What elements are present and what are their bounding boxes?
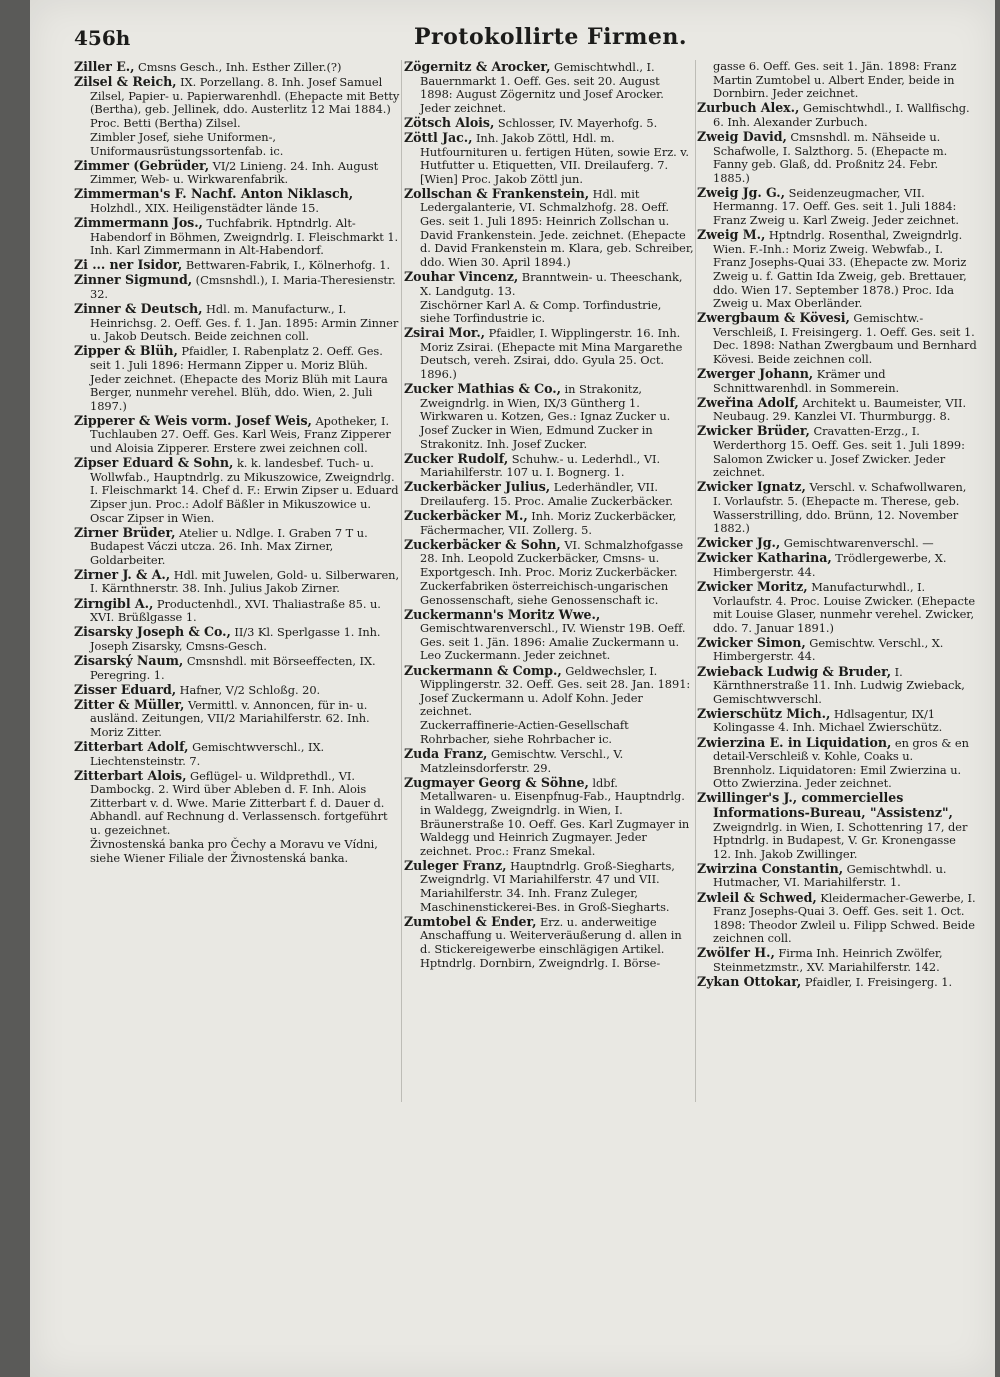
directory-entry [404, 776, 694, 859]
firm-name: Zouhar Vincenz, [404, 268, 519, 284]
directory-entry [697, 791, 977, 861]
firm-details: Schuhw.- u. Lederhdl., VI. Mariahilferstr. 107 u. I. Bognerg. 1. [420, 451, 661, 480]
firm-name: Zwicker Katharina, [697, 550, 832, 566]
firm-name: Zurbuch Alex., [697, 100, 800, 116]
firm-details: Hdl. mit Juwelen, Gold- u. Silberwaren, I. Kärnthnerstr. 38. Inh. Julius Jakob Zirner. [90, 567, 400, 596]
firm-name: Zitterbart Adolf, [74, 739, 189, 754]
directory-entry [404, 270, 694, 298]
directory-entry [74, 216, 400, 258]
directory-entry [697, 636, 977, 664]
firm-details: Vermittl. v. Annoncen, für in- u. ausländ. Zeitungen, VII/2 Mariahilferstr. 62. Inh. Moriz Zitter. [90, 697, 370, 739]
firm-name: Zisser Eduard, [74, 681, 177, 697]
directory-entry [74, 769, 400, 838]
firm-details: Zischörner Karl A. & Comp. Torfindustrie, siehe Torfindustrie ic. [420, 297, 662, 326]
directory-entry [697, 862, 977, 890]
directory-entry [74, 414, 400, 456]
directory-entry [74, 131, 400, 158]
firm-name: Zsirai Mor., [404, 325, 486, 341]
firm-details: Trödlergewerbe, X. Himbergerstr. 44. [713, 551, 947, 579]
firm-details: Seidenzeugmacher, VII. Hermanng. 17. Oeff. Ges. seit 1. Juli 1884: Franz Zweig u. Karl Zweig. Jeder zeichnet. [713, 185, 959, 228]
firm-name: Zuckerbäcker M., [404, 508, 528, 523]
directory-entry [74, 159, 400, 187]
firm-details: Kleidermacher-Gewerbe, I. Franz Josephs-Quai 3. Oeff. Ges. seit 1. Oct. 1898: Theodor Zwleil u. Filipp Schwed. Beide zeichnen coll. [713, 890, 976, 946]
firm-details: Manufacturwhdl., I. Vorlaufstr. 4. Proc. Louise Zwicker. (Ehepacte mit Louise Glaser, nunmehr verehel. Zwicker, ddo. 7. Januar 1891.) [713, 579, 976, 635]
directory-column-3 [697, 60, 977, 990]
firm-name: Zuckerbäcker & Sohn, [404, 536, 561, 552]
firm-details: Lederhändler, VII. Dreilauferg. 15. Proc. Amalie Zuckerbäcker. [420, 480, 673, 508]
firm-details: Cmsns Gesch., Inh. Esther Ziller.(?) [138, 60, 342, 74]
firm-name: Zuckermann & Comp., [404, 662, 562, 678]
directory-entry [404, 326, 694, 381]
firm-name: Zirner J. & A., [74, 566, 171, 582]
firm-name: Zötsch Alois, [404, 114, 495, 130]
firm-details: Zuckerraffinerie-Actien-Gesellschaft Rohrbacher, siehe Rohrbacher ic. [420, 718, 629, 746]
directory-entry [404, 719, 694, 746]
firm-name: Zirngibl A., [74, 595, 154, 611]
firm-name: Zwicker Moritz, [697, 578, 808, 594]
firm-name: Ziller E., [74, 59, 135, 74]
firm-details: Erz. u. anderweitige Anschaffung u. Weiterveräußerung d. allen in d. Stickereigewerbe einschlägigen Artikel. Hptndrlg. Dornbirn, Zweigndrlg. I. Börse- [420, 914, 682, 970]
firm-name: Zuleger Franz, [404, 857, 507, 873]
directory-entry [697, 891, 977, 946]
directory-entry [404, 538, 694, 580]
firm-details: Apotheker, I. Tuchlauben 27. Oeff. Ges. Karl Weis, Franz Zipperer und Aloisia Zipperer. Erstere zwei zeichnen coll. [90, 413, 391, 456]
directory-entry [697, 480, 977, 535]
firm-name: Zisarsky Joseph & Co., [74, 624, 231, 640]
firm-details: Zweigndrlg. in Wien, I. Schottenring 17, der Hptndrlg. in Budapest, V. Gr. Kronengasse 12. Inh. Jakob Zwillinger. [713, 819, 968, 861]
firm-details: Hafner, V/2 Schloßg. 20. [179, 682, 321, 697]
firm-details: Architekt u. Baumeister, VII. Neubaug. 29. Kanzlei VI. Thurmburgg. 8. [713, 395, 967, 424]
firm-name: Zilsel & Reich, [74, 74, 177, 90]
firm-name: Zirner Brüder, [74, 524, 176, 540]
firm-details: Hdl. mit Ledergalanterie, VI. Schmalzhofg. 28. Oeff. Ges. seit 1. Juli 1895: Heinrich Zollschan u. David Frankenstein. Jede. zeichnet. (Ehepacte d. David Frankenstein m. Klara, geb. Schreiber, ddo. Wien 30. April 1894.) [420, 186, 694, 269]
firm-name: Zisarský Naum, [74, 652, 184, 668]
directory-column-2 [404, 60, 694, 971]
column-divider [401, 60, 402, 1102]
firm-name: Zollschan & Frankenstein, [404, 185, 590, 201]
column-divider [695, 60, 696, 1102]
directory-entry [74, 838, 400, 865]
firm-details: Geflügel- u. Wildprethdl., VI. Dambockg. 2. Wird über Ableben d. F. Inh. Alois Zitterbart v. d. Wwe. Marie Zitterbart f. d. Dauer d. Abhandl. auf Rechnung d. Verlassensch. fortgeführt u. gezeichnet. [90, 768, 388, 838]
firm-details: ldbf. Metallwaren- u. Eisenpfnug-Fab., Hauptndrlg. in Waldegg, Zweigndrlg. in Wien, I. Bräunerstraße 10. Oeff. Ges. Karl Zugmayer in Waldegg und Heinrich Zugmayer. Jeder zeichnet. Proc.: Franz Smekal. [420, 775, 690, 858]
firm-details: Gemischtwarenverschl. — [783, 536, 934, 551]
directory-column-1 [74, 60, 400, 866]
directory-entry [697, 551, 977, 579]
firm-details: Gemischtwhdl. u. Hutmacher, VI. Mariahilferstr. 1. [713, 861, 947, 890]
directory-entry [74, 187, 400, 215]
firm-details: Bettwaren-Fabrik, I., Kölnerhofg. 1. [185, 258, 391, 273]
firm-name: Zwierzina E. in Liquidation, [697, 734, 892, 750]
directory-entry [74, 698, 400, 740]
firm-name: Zumtobel & Ender, [404, 913, 537, 929]
firm-name: Zwicker Brüder, [697, 423, 810, 439]
firm-details: Geldwechsler, I. Wipplingerstr. 32. Oeff. Ges. seit 28. Jan. 1891: Josef Zuckermann u. Adolf Kohn. Jeder zeichnet. [420, 663, 691, 719]
firm-name: Zwierschütz Mich., [697, 705, 831, 721]
directory-entry [697, 424, 977, 479]
firm-name: Zimmer (Gebrüder, [74, 157, 210, 173]
directory-entry [404, 480, 694, 508]
firm-details: en gros & en detail-Verschleiß v. Kohle, Coaks u. Brennholz. Liquidatoren: Emil Zwierzina u. Otto Zwierzina. Jeder zeichnet. [713, 735, 969, 791]
firm-name: Zimmerman's F. Nachf. Anton Niklasch, [74, 186, 354, 202]
firm-details: II/3 Kl. Sperlgasse 1. Inh. Joseph Zisarsky, Cmsns-Gesch. [90, 625, 381, 653]
firm-details: Inh. Moriz Zuckerbäcker, Fächermacher, VII. Zollerg. 5. [420, 509, 677, 537]
firm-name: Zipper & Blüh, [74, 343, 178, 359]
directory-entry [404, 299, 694, 326]
directory-entry [404, 608, 694, 663]
directory-entry [697, 736, 977, 791]
firm-details: Pfaidler, I. Freisingerg. 1. [804, 975, 953, 990]
firm-details: Gemischtw. Verschl., V. Matzleinsdorferstr. 29. [420, 747, 624, 775]
firm-details: Hauptndrlg. Groß-Siegharts, Zweigndrlg. VI Mariahilferstr. 47 und VII. Mariahilferstr. 34. Inh. Franz Zuleger, Maschinenstickerei-Bes. in Groß-Siegharts. [420, 858, 675, 914]
directory-entry [697, 975, 977, 990]
firm-name: Zinner Sigmund, [74, 272, 193, 288]
firm-name: Zitterbart Alois, [74, 767, 187, 783]
firm-name: Zykan Ottokar, [697, 974, 802, 990]
firm-details: Firma Inh. Heinrich Zwölfer, Steinmetzmstr., XV. Mariahilferstr. 142. [713, 946, 943, 974]
directory-entry [404, 382, 694, 451]
firm-details: Tuchfabrik. Hptndrlg. Alt-Habendorf in Böhmen, Zweigndrlg. I. Fleischmarkt 1. Inh. Karl Zimmermann in Alt-Habendorf. [90, 216, 399, 258]
firm-name: Zweig Jg. G., [697, 184, 785, 200]
firm-name: Zuckermann's Moritz Wwe., [404, 606, 601, 622]
firm-name: Zucker Mathias & Co., [404, 381, 561, 397]
firm-details: in Strakonitz, Zweigndrlg. in Wien, IX/3 Güntherg 1. Wirkwaren u. Kotzen, Ges.: Ignaz Zucker u. Josef Zucker in Wien, Edmund Zucker in Strakonitz. Inh. Josef Zucker. [420, 382, 671, 451]
firm-details: Gemischtwhdl., I. Wallfischg. 6. Inh. Alexander Zurbuch. [713, 101, 970, 129]
firm-details: Gemischtwarenverschl., IV. Wienstr 19B. Oeff. Ges. seit 1. Jän. 1896: Amalie Zuckermann u. Leo Zuckermann. Jeder zeichnet. [420, 621, 686, 663]
firm-name: Zwicker Simon, [697, 634, 806, 650]
firm-details: I. Kärnthnerstraße 11. Inh. Ludwig Zwieback, Gemischtwverschl. [713, 664, 965, 706]
firm-details: Gemischtw.-Verschleiß, I. Freisingerg. 1. Oeff. Ges. seit 1. Dec. 1898: Nathan Zwergbaum und Bernhard Kövesi. Beide zeichnen coll. [713, 311, 977, 366]
firm-name: Zögernitz & Arocker, [404, 59, 551, 74]
directory-entry [404, 747, 694, 775]
page-number: 456h [74, 26, 131, 50]
firm-name: Zweig David, [697, 128, 787, 144]
directory-entry [74, 258, 400, 273]
directory-entry [697, 946, 977, 974]
directory-entry [404, 452, 694, 480]
directory-entry [74, 597, 400, 625]
firm-details: Pfaidler, I. Wipplingerstr. 16. Inh. Moriz Zsirai. (Ehepacte mit Mina Margarethe Deutsch, vereh. Zsirai, ddo. Gyula 25. Oct. 1896.) [420, 326, 683, 382]
firm-details: Pfaidler, I. Rabenplatz 2. Oeff. Ges. seit 1. Juli 1896: Hermann Zipper u. Moriz Blüh. Jeder zeichnet. (Ehepacte des Moriz Blüh mit Laura Berger, nunmehr verehel. Blüh, ddo. Wien, 2. Juli 1897.) [90, 344, 388, 413]
directory-entry [74, 526, 400, 568]
firm-details: Hdlsagentur, IX/1 Kolingasse 4. Inh. Michael Zwierschütz. [713, 706, 943, 735]
firm-name: Zwleil & Schwed, [697, 889, 817, 905]
firm-details: Schlosser, IV. Mayerhofg. 5. [497, 115, 658, 130]
firm-details: gasse 6. Oeff. Ges. seit 1. Jän. 1898: Franz Martin Zumtobel u. Albert Ender, beide in Dornbirn. Jeder zeichnet. [713, 59, 957, 101]
firm-name: Zipser Eduard & Sohn, [74, 455, 234, 471]
directory-entry [697, 186, 977, 228]
firm-name: Zweřina Adolf, [697, 394, 799, 410]
page-header [74, 24, 974, 54]
firm-details: VI/2 Linieng. 24. Inh. August Zimmer, Web- u. Wirkwarenfabrik. [90, 158, 379, 187]
firm-details: Živnostenská banka pro Čechy a Moravu ve Vídni, siehe Wiener Filiale der Živnostenská banka. [90, 837, 378, 865]
directory-entry [404, 580, 694, 607]
firm-name: Zuda Franz, [404, 746, 488, 762]
firm-details: Cravatten-Erzg., I. Werderthorg 15. Oeff. Ges. seit 1. Juli 1899: Salomon Zwicker u. Josef Zwicker. Jeder zeichnet. [713, 424, 965, 480]
firm-details: Krämer und Schnittwarenhdl. in Sommerein. [713, 367, 900, 395]
firm-details: Gemischtwhdl., I. Bauernmarkt 1. Oeff. Ges. seit 20. August 1898: August Zögernitz und Josef Arocker. Jeder zeichnet. [420, 60, 664, 115]
directory-entry [404, 60, 694, 115]
directory-entry [697, 580, 977, 635]
firm-name: Zugmayer Georg & Söhne, [404, 774, 589, 790]
firm-details: IX. Porzellang. 8. Inh. Josef Samuel Zilsel, Papier- u. Papierwarenhdl. (Ehepacte mit Betty (Bertha), geb. Jellinek, ddo. Austerlitz 12 Mai 1884.) Proc. Betti (Bertha) Zilsel. [90, 75, 400, 130]
firm-details: Holzhdl., XIX. Heiligenstädter lände 15. [90, 200, 319, 215]
directory-entry [74, 302, 400, 344]
directory-entry [697, 311, 977, 366]
page [30, 0, 995, 1377]
directory-entry [697, 707, 977, 735]
firm-name: Zwirzina Constantin, [697, 860, 844, 876]
directory-entry [74, 75, 400, 130]
directory-entry [404, 116, 694, 131]
directory-entry [74, 60, 400, 75]
firm-details: Cmsnshdl. mit Börseeffecten, IX. Peregring. 1. [90, 653, 376, 682]
firm-name: Zwicker Jg., [697, 535, 781, 551]
firm-details: (Cmsnshdl.), I. Maria-Theresienstr. 32. [90, 273, 396, 301]
firm-name: Zwölfer H., [697, 945, 775, 961]
firm-name: Zi ... ner Isidor, [74, 257, 183, 273]
firm-name: Zwieback Ludwig & Bruder, [697, 663, 892, 679]
firm-details: Hptndrlg. Rosenthal, Zweigndrlg. Wien. F.-Inh.: Moriz Zweig. Webwfab., I. Franz Josephs-Quai 33. (Ehepacte zw. Moriz Zweig u. f. Gattin Ida Zweig, geb. Brettauer, ddo. Wien 17. September 1878.) Proc. Ida Zweig u. Max Oberländer. [713, 228, 967, 311]
firm-name: Zwillinger's J., commercielles Informations-Bureau, "Assistenz", [697, 790, 953, 820]
firm-name: Zwicker Ignatz, [697, 479, 806, 495]
firm-details: VI. Schmalzhofgasse 28. Inh. Leopold Zuckerbäcker, Cmsns- u. Exportgesch. Inh. Proc. Moriz Zuckerbäcker. [420, 537, 684, 579]
firm-details: Atelier u. Ndlge. I. Graben 7 T u. Budapest Váczi utcza. 26. Inh. Max Zirner, Goldarbeiter. [90, 525, 368, 567]
directory-entry [697, 101, 977, 129]
directory-entry [697, 130, 977, 185]
directory-entry [74, 273, 400, 301]
directory-entry [74, 568, 400, 596]
directory-entry [697, 536, 977, 551]
firm-name: Zöttl Jac., [404, 129, 473, 145]
directory-entry [404, 664, 694, 719]
directory-entry [404, 187, 694, 270]
firm-name: Zweig M., [697, 227, 766, 243]
directory-entry [697, 665, 977, 707]
firm-details: Productenhdl., XVI. Thaliastraße 85. u. XVI. Brüßlgasse 1. [90, 596, 381, 625]
firm-name: Zucker Rudolf, [404, 450, 509, 466]
firm-name: Zwergbaum & Kövesi, [697, 310, 850, 326]
firm-details: Cmsnshdl. m. Nähseide u. Schafwolle, I. Salzthorg. 5. (Ehepacte m. Fanny geb. Glaß, dd. Proßnitz 24. Febr. 1885.) [713, 129, 948, 185]
directory-entry [404, 859, 694, 914]
firm-name: Zuckerbäcker Julius, [404, 479, 551, 495]
directory-entry [74, 344, 400, 413]
directory-entry [404, 131, 694, 186]
firm-details: Zuckerfabriken österreichisch-ungarischen Genossenschaft, siehe Genossenschaft ic. [420, 578, 669, 607]
firm-name: Zimmermann Jos., [74, 215, 203, 231]
directory-entry [74, 654, 400, 682]
directory-entry [74, 625, 400, 653]
firm-name: Zipperer & Weis vorm. Josef Weis, [74, 412, 312, 428]
firm-details: Gemischtwverschl., IX. Liechtensteinstr. 7. [90, 740, 325, 768]
firm-name: Zinner & Deutsch, [74, 301, 203, 317]
directory-entry [404, 915, 694, 970]
firm-details: Hdl. m. Manufacturw., I. Heinrichsg. 2. Oeff. Ges. f. 1. Jan. 1895: Armin Zinner u. Jakob Deutsch. Beide zeichnen coll. [90, 302, 399, 344]
directory-entry [697, 60, 977, 101]
firm-details: Verschl. v. Schafwollwaren, I. Vorlaufstr. 5. (Ehepacte m. Therese, geb. Wasserstrilling, ddo. Brünn, 12. November 1882.) [713, 480, 967, 536]
firm-details: k. k. landesbef. Tuch- u. Wollwfab., Hauptndrlg. zu Mikuszowice, Zweigndrlg. I. Fleischmarkt 14. Chef d. F.: Erwin Zipser u. Eduard Zipser jun. Proc.: Adolf Bäßler in Mikuszowice u. Oscar Zipser in Wien. [90, 456, 399, 525]
firm-details: Gemischtw. Verschl., X. Himbergerstr. 44. [713, 635, 944, 664]
directory-entry [74, 683, 400, 698]
firm-details: Inh. Jakob Zöttl, Hdl. m. Hutfournituren u. fertigen Hüten, sowie Erz. v. Hutfutter u. Etiquetten, VII. Dreilauferg. 7. [Wien] Proc. Jakob Zöttl jun. [420, 130, 689, 186]
directory-entry [697, 367, 977, 395]
firm-details: Zimbler Josef, siehe Uniformen-, Uniformausrüstungssortenfab. ic. [90, 129, 284, 158]
directory-entry [697, 228, 977, 311]
page-title: Protokollirte Firmen. [414, 24, 688, 50]
firm-details: Branntwein- u. Theeschank, X. Landgutg. 13. [420, 269, 683, 298]
directory-entry [404, 509, 694, 537]
directory-entry [74, 456, 400, 525]
firm-name: Zitter & Müller, [74, 696, 185, 712]
directory-entry [74, 740, 400, 768]
directory-entry [697, 396, 977, 424]
firm-name: Zwerger Johann, [697, 366, 814, 382]
